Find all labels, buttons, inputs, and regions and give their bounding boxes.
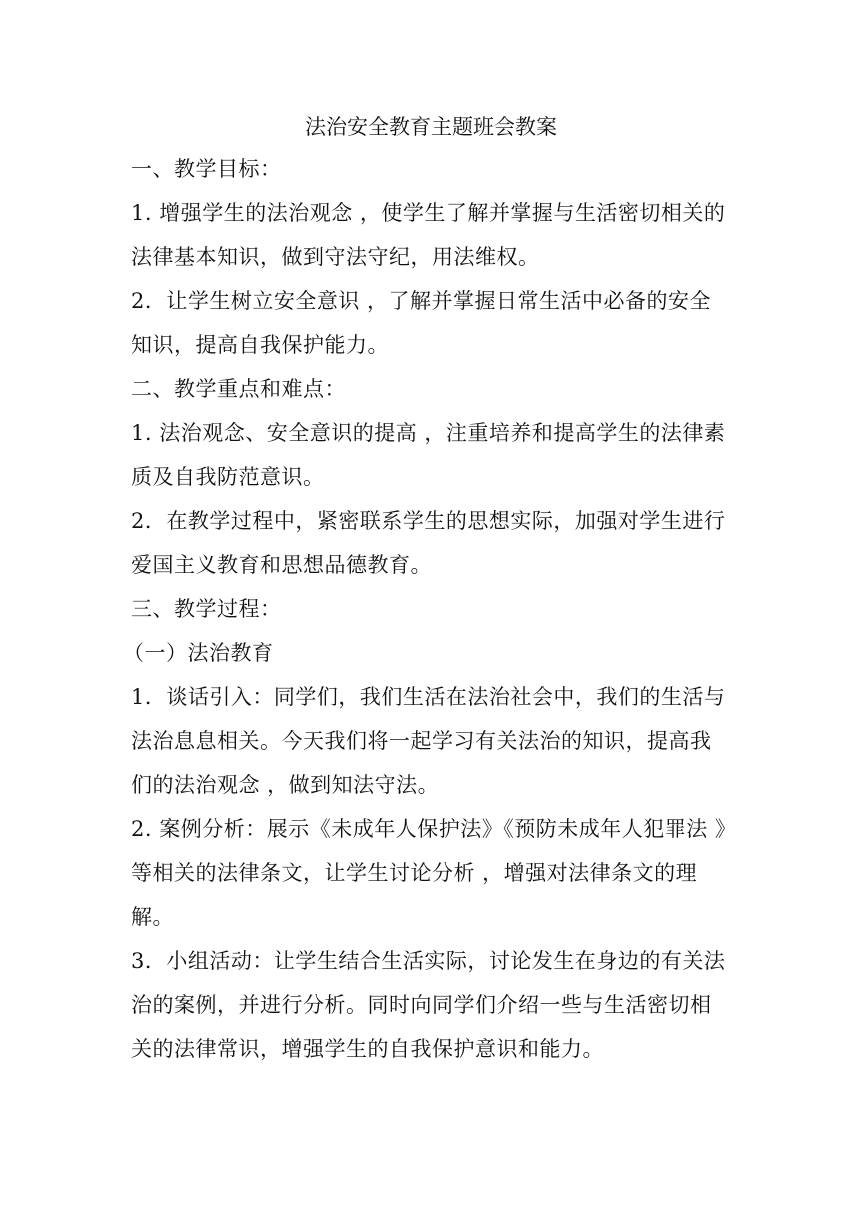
section-heading-key-points: 二、教学重点和难点： <box>131 377 346 401</box>
paragraph-process-2: 2. 案例分析：展示《未成年人保护法》《预防未成年人犯罪法 》等相关的法律条文，让学生讨论分析 ，增强对法律条文的理解。 <box>131 817 726 929</box>
document-title: 法治安全教育主题班会教案 <box>305 115 557 139</box>
document-body <box>123 108 731 1071</box>
paragraph-key-point-1: 1. 法治观念、安全意识的提高 ，注重培养和提高学生的法律素质及自我防范意识。 <box>131 421 726 489</box>
paragraph-process-1: 1．谈话引入：同学们，我们生活在法治社会中，我们的生活与法治息息相关。今天我们将一起学习有关法治的知识，提高我们的法治观念 ，做到知法守法。 <box>131 685 726 797</box>
subsection-heading-legal-education: （一）法治教育 <box>123 641 274 665</box>
section-heading-process: 三、教学过程： <box>131 597 282 621</box>
paragraph-key-point-2: 2．在教学过程中，紧密联系学生的思想实际，加强对学生进行爱国主义教育和思想品德教育。 <box>131 509 726 577</box>
paragraph-objective-2: 2．让学生树立安全意识 ，了解并掌握日常生活中必备的安全知识，提高自我保护能力。 <box>131 289 712 357</box>
section-heading-objectives: 一、教学目标： <box>131 157 282 181</box>
paragraph-process-3: 3．小组活动：让学生结合生活实际，讨论发生在身边的有关法治的案例，并进行分析。同时向同学们介绍一些与生活密切相关的法律常识，增强学生的自我保护意识和能力。 <box>131 949 726 1061</box>
paragraph-objective-1: 1. 增强学生的法治观念 ，使学生了解并掌握与生活密切相关的法律基本知识，做到守法守纪，用法维权。 <box>131 201 726 269</box>
